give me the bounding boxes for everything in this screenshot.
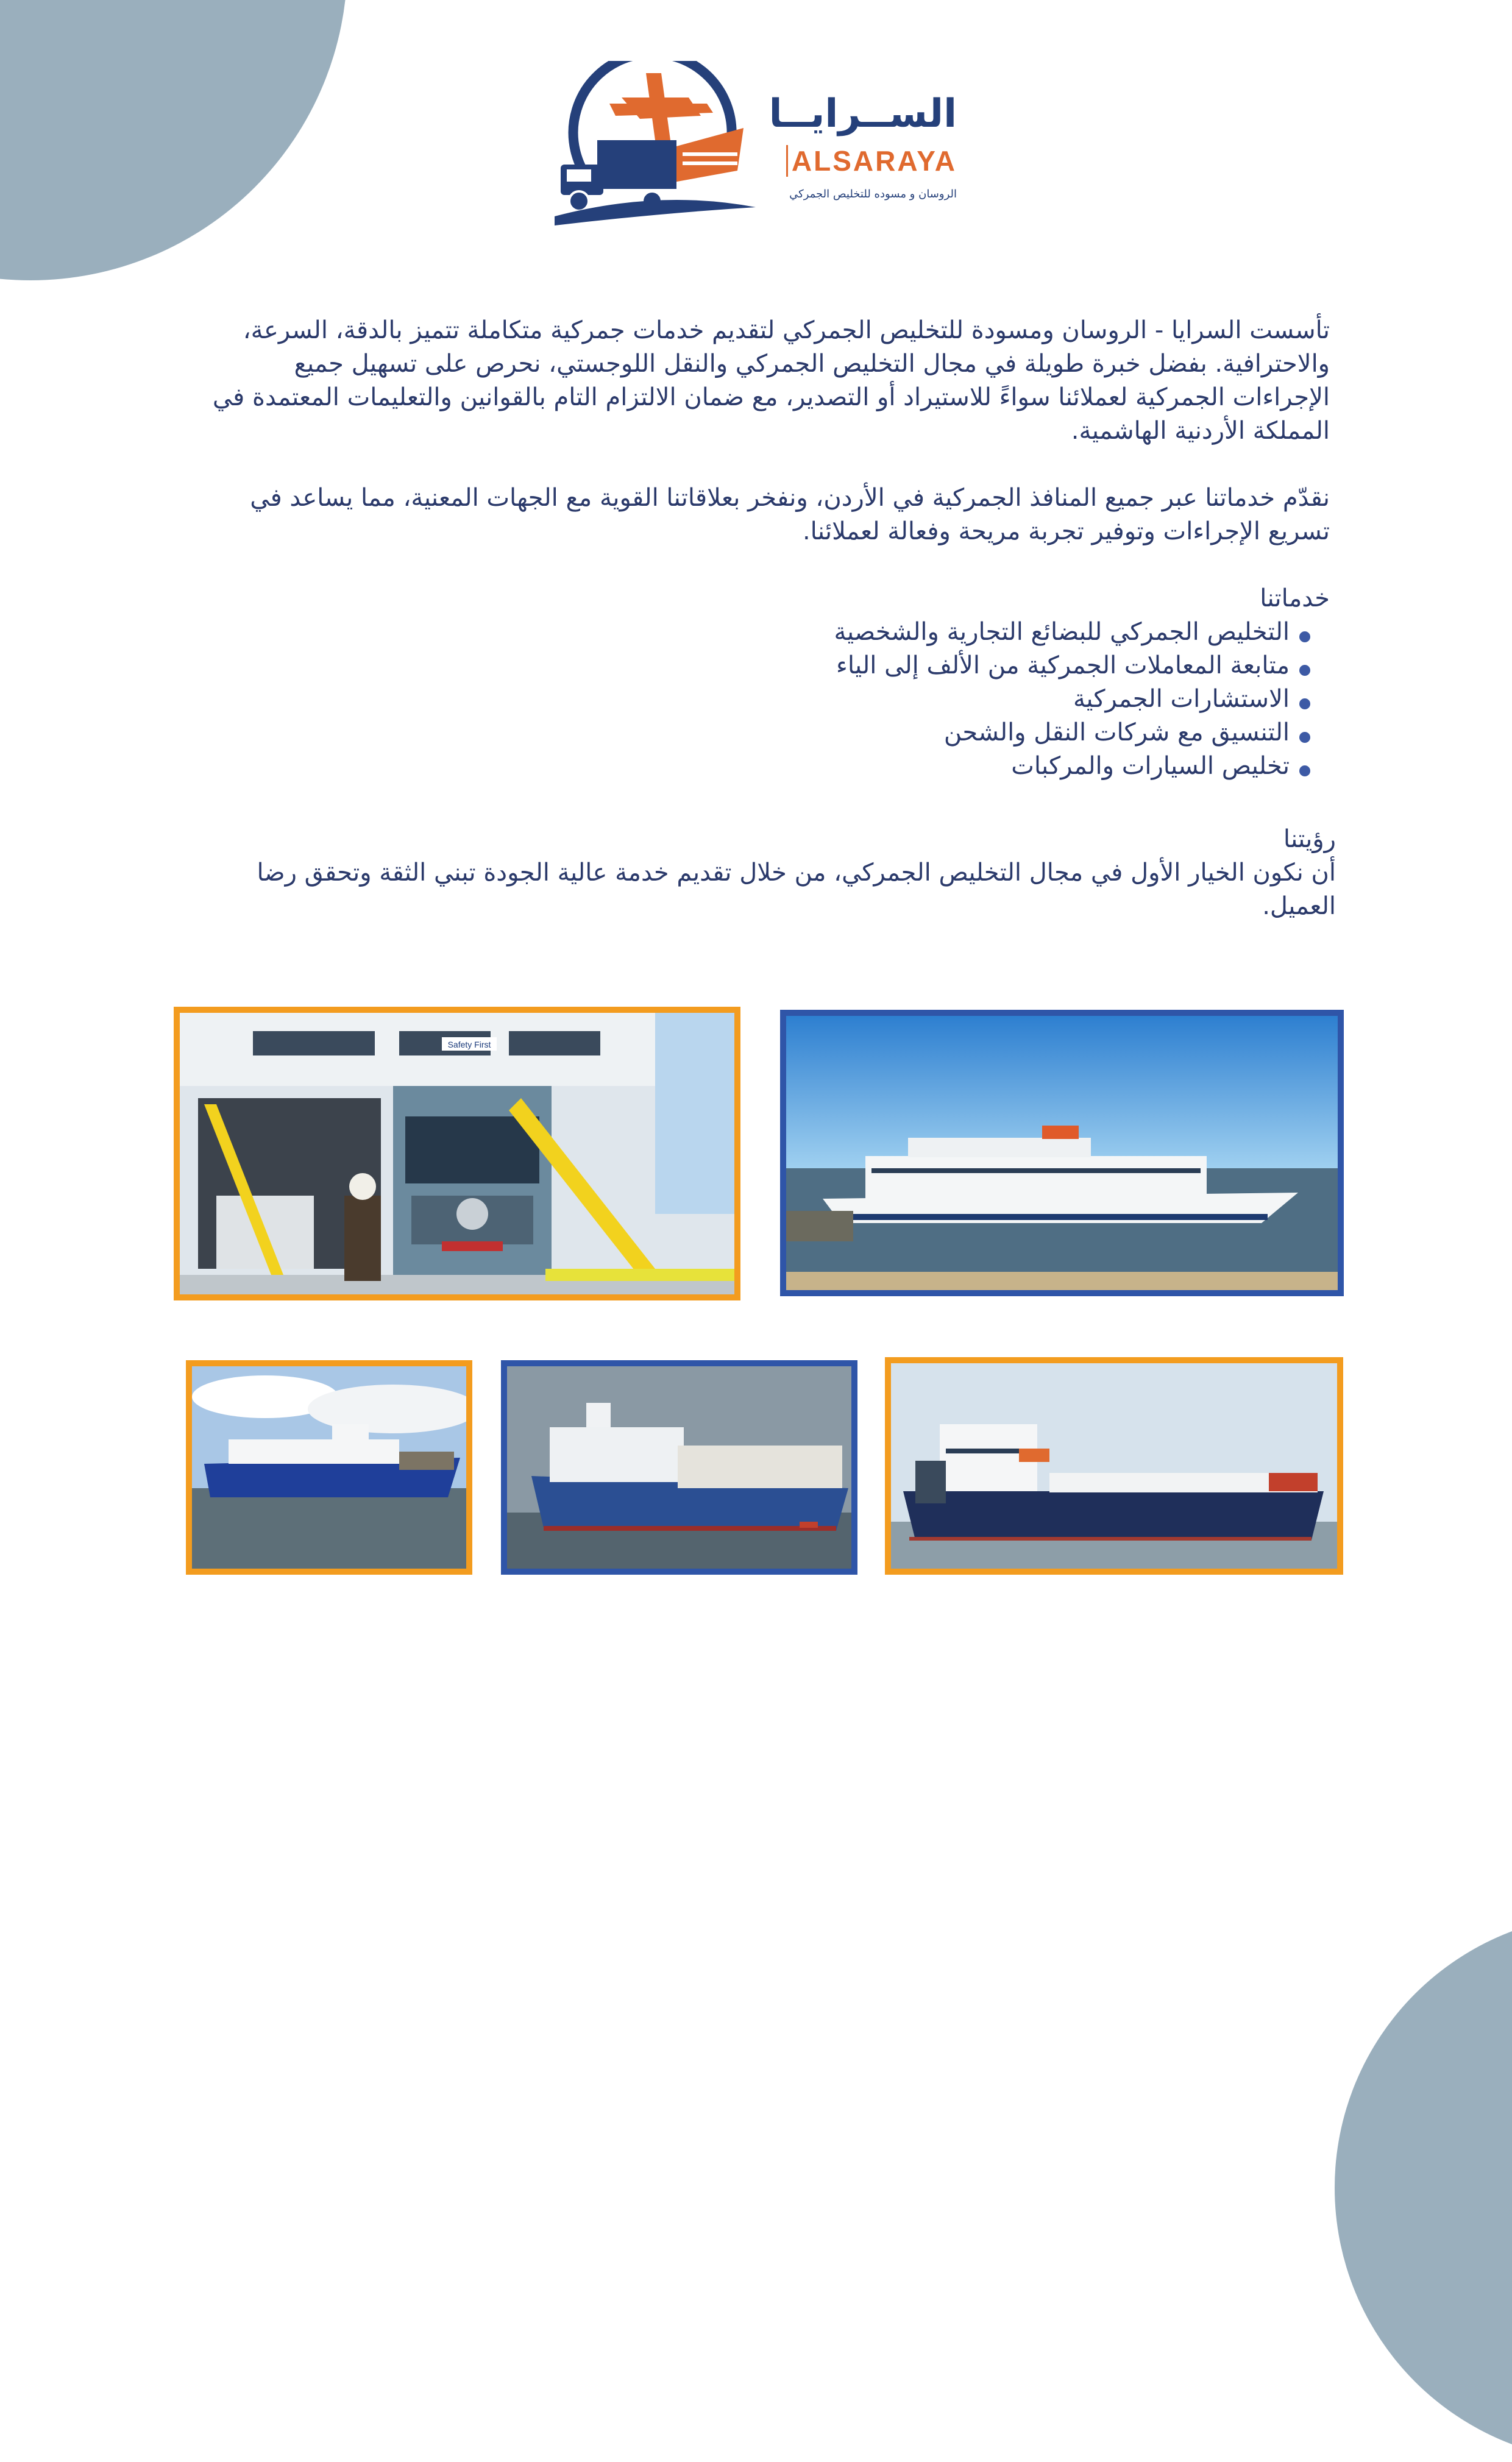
services-heading: خدماتنا bbox=[1260, 584, 1330, 612]
logo-emblem-icon bbox=[548, 61, 768, 232]
service-label: متابعة المعاملات الجمركية من الألف إلى الياء bbox=[836, 651, 1290, 679]
services-list bbox=[670, 616, 1310, 783]
vision-heading: رؤيتنا bbox=[1283, 825, 1336, 853]
service-label: التخليص الجمركي للبضائع التجارية والشخصية bbox=[834, 618, 1290, 646]
list-item bbox=[670, 616, 1310, 649]
corner-decoration-bottom-right bbox=[1335, 1914, 1512, 2462]
photo-cargo-ship-2 bbox=[501, 1360, 857, 1575]
logo-tagline: الروسان و مسوده للتخليص الجمركي bbox=[789, 188, 957, 200]
bullet-icon bbox=[1299, 665, 1310, 676]
service-label: تخليص السيارات والمركبات bbox=[1011, 752, 1290, 780]
list-item bbox=[670, 683, 1310, 716]
photo-cargo-ship-3 bbox=[885, 1357, 1343, 1575]
bullet-icon bbox=[1299, 698, 1310, 709]
safety-first-sign: Safety First bbox=[447, 1040, 491, 1049]
list-item bbox=[670, 649, 1310, 683]
photo-cargo-ship-1 bbox=[186, 1360, 472, 1575]
bullet-icon bbox=[1299, 631, 1310, 642]
logo-english-name: ALSARAYA bbox=[786, 145, 957, 177]
service-label: الاستشارات الجمركية bbox=[1073, 685, 1290, 713]
photo-white-ferry bbox=[780, 1010, 1344, 1296]
list-item bbox=[670, 716, 1310, 750]
intro-paragraph-2: نقدّم خدماتنا عبر جميع المنافذ الجمركية في الأردن، ونفخر بعلاقاتنا القوية مع الجهات المعنية، مما يساعد في تسريع الإجراءات وتوفير تجربة مريحة وفعالة لعملائنا. bbox=[250, 484, 1330, 545]
service-label: التنسيق مع شركات النقل والشحن bbox=[943, 718, 1290, 747]
bullet-icon bbox=[1299, 765, 1310, 776]
bullet-icon bbox=[1299, 732, 1310, 743]
corner-decoration-top-left bbox=[0, 0, 347, 280]
vision-text: أن نكون الخيار الأول في مجال التخليص الجمركي، من خلال تقديم خدمة عالية الجودة تبني الثقة وتحقق رضا العميل. bbox=[257, 859, 1336, 920]
company-logo bbox=[548, 61, 975, 232]
photo-truck-ferry-loading bbox=[174, 1007, 740, 1300]
list-item bbox=[670, 750, 1310, 783]
intro-paragraph-1: تأسست السرايا - الروسان ومسودة للتخليص الجمركي لتقديم خدمات جمركية متكاملة تتميز بالدقة، السرعة، والاحترافية. بفضل خبرة طويلة في مجال التخليص الجمركي والنقل اللوجستي، نحرص على تسهيل جميع الإجراءات الجمركية لعملائنا سواءً للاستيراد أو التصدير، مع ضمان الالتزام التام بالقوانين والتعليمات المعتمدة في المملكة الأردنية الهاشمية. bbox=[212, 316, 1330, 445]
logo-arabic-name: الســرايــا bbox=[768, 91, 957, 137]
